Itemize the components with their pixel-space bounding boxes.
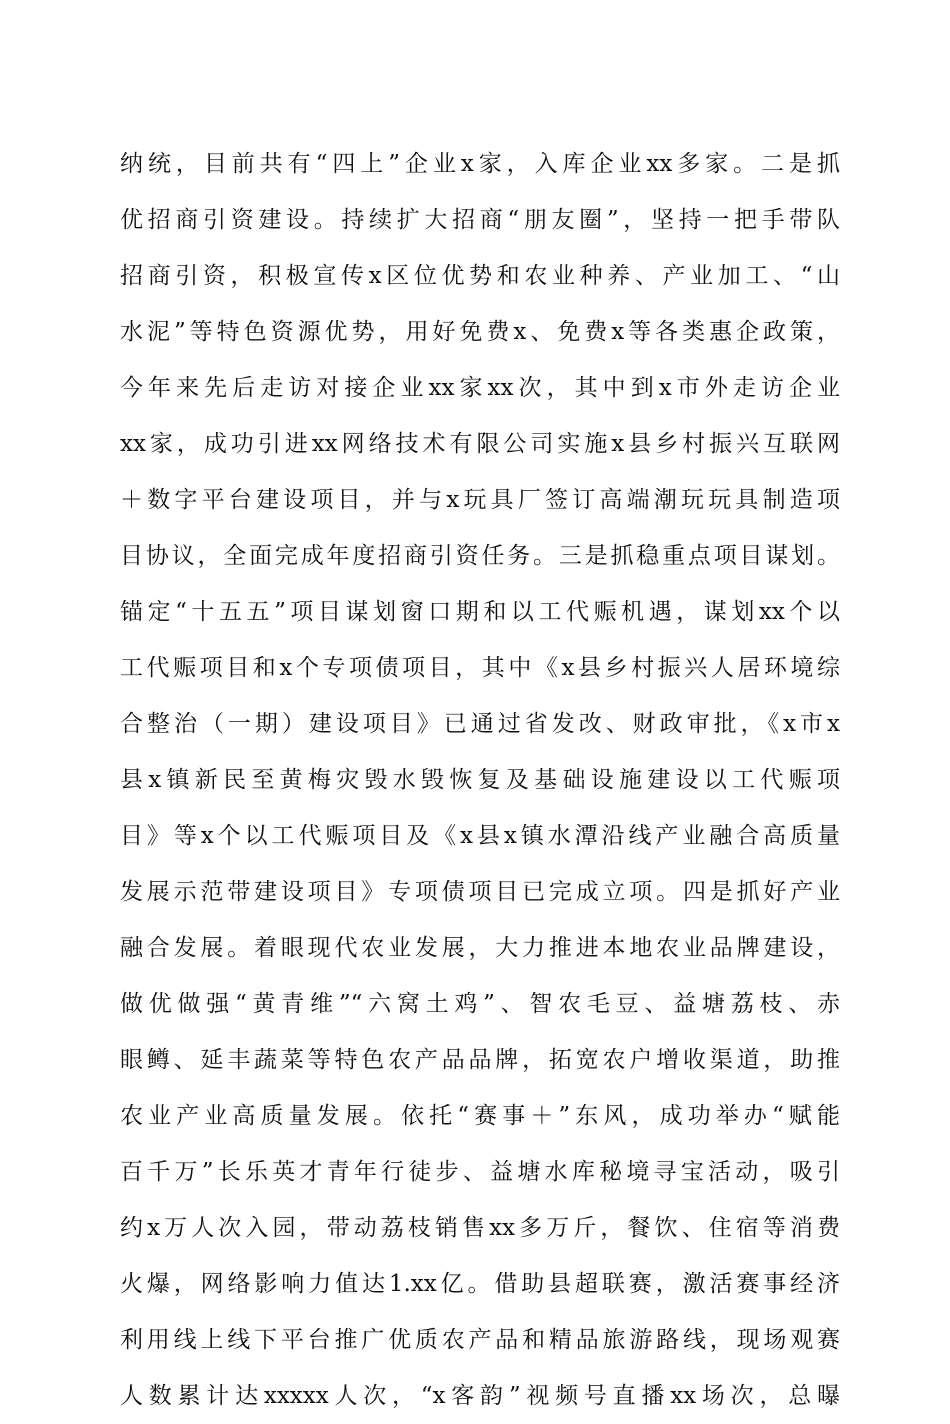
text-line: ＋数字平台建设项目，并与x玩具厂签订高端潮玩玩具制造项 [120, 487, 840, 513]
text-line: 目》等x个以工代赈项目及《x县x镇水潭沿线产业融合高质量 [120, 823, 840, 849]
text-line: 眼鳟、延丰蔬菜等特色农产品品牌，拓宽农户增收渠道，助推 [120, 1047, 840, 1073]
text-line: 利用线上线下平台推广优质农产品和精品旅游路线，现场观赛 [120, 1327, 840, 1353]
text-line: 水泥”等特色资源优势，用好免费x、免费x等各类惠企政策， [120, 319, 840, 345]
text-line: 县x镇新民至黄梅灾毁水毁恢复及基础设施建设以工代赈项 [120, 767, 840, 793]
text-line: 招商引资，积极宣传x区位优势和农业种养、产业加工、“山 [120, 263, 840, 289]
text-line: 目协议，全面完成年度招商引资任务。三是抓稳重点项目谋划。 [120, 543, 840, 569]
text-line: 约x万人次入园，带动荔枝销售xx多万斤，餐饮、住宿等消费 [120, 1215, 840, 1241]
body-text [120, 136, 840, 1424]
text-line: 工代赈项目和x个专项债项目，其中《x县乡村振兴人居环境综 [120, 655, 840, 681]
text-line: 锚定“十五五”项目谋划窗口期和以工代赈机遇，谋划xx个以 [120, 599, 840, 625]
text-line: 发展示范带建设项目》专项债项目已完成立项。四是抓好产业 [120, 879, 840, 905]
text-line: 纳统，目前共有“四上”企业x家，入库企业xx多家。二是抓 [120, 151, 840, 177]
text-line: 融合发展。着眼现代农业发展，大力推进本地农业品牌建设， [120, 935, 840, 961]
text-line: 百千万”长乐英才青年行徒步、益塘水库秘境寻宝活动，吸引 [120, 1159, 840, 1185]
text-line: 人数累计达xxxxx人次，“x客韵”视频号直播xx场次，总曝 [120, 1383, 840, 1409]
text-line: 合整治（一期）建设项目》已通过省发改、财政审批，《x市x [120, 711, 840, 737]
text-line: xx家，成功引进xx网络技术有限公司实施x县乡村振兴互联网 [120, 431, 840, 457]
text-line: 农业产业高质量发展。依托“赛事＋”东风，成功举办“赋能 [120, 1103, 840, 1129]
text-line: 火爆，网络影响力值达1.xx亿。借助县超联赛，激活赛事经济 [120, 1271, 840, 1297]
text-line: 今年来先后走访对接企业xx家xx次，其中到x市外走访企业 [120, 375, 840, 401]
text-line: 优招商引资建设。持续扩大招商“朋友圈”，坚持一把手带队 [120, 207, 840, 233]
text-line: 做优做强“黄青维”“六窝土鸡”、智农毛豆、益塘荔枝、赤 [120, 991, 840, 1017]
